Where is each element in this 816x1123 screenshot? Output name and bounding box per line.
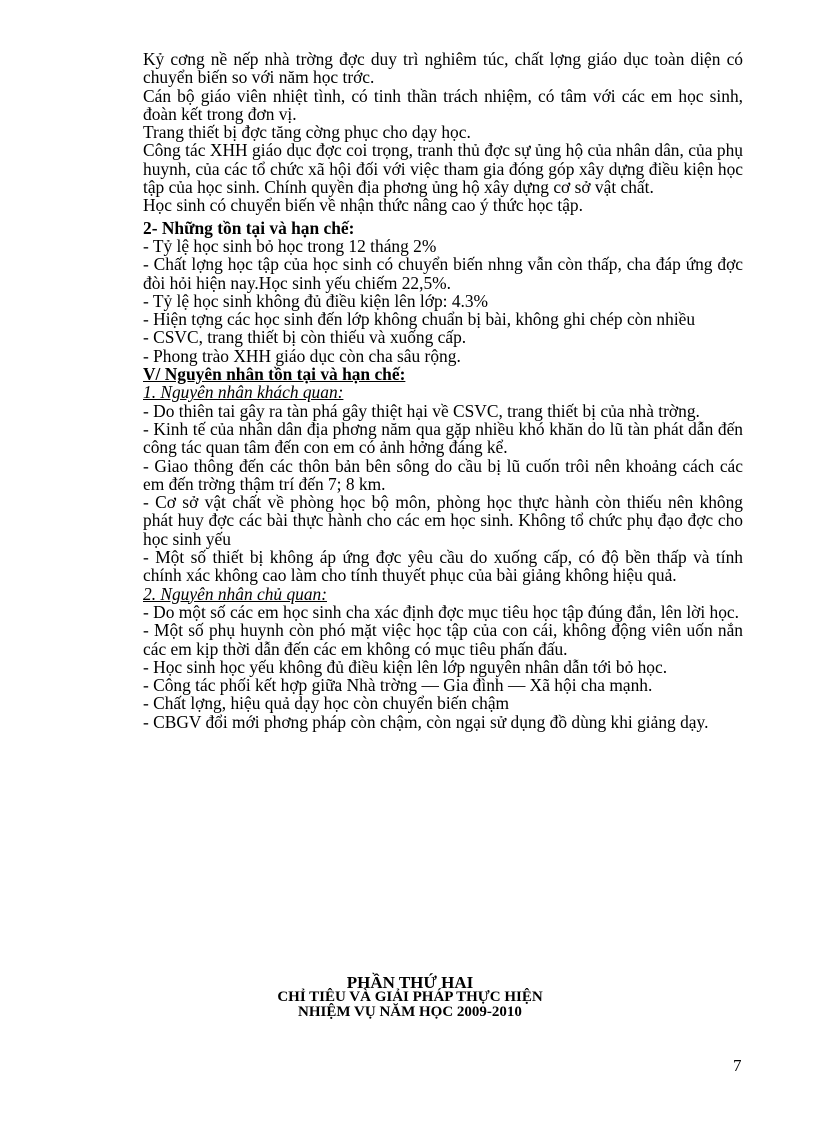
objective-cause-item: - Kinh tế của nhân dân địa phơng năm qua gặp nhiều khó khăn do lũ tàn phát dẫn đến công tác quan tâm đến con em có ảnh hởng đáng kể. [143, 418, 743, 458]
limitation-item: - Phong trào XHH giáo dục còn cha sâu rộng. [143, 345, 461, 366]
subjective-cause-item: - Học sinh học yếu không đủ điều kiện lên lớp nguyên nhân dẫn tới bỏ học. [143, 656, 668, 677]
subjective-cause-item: - CBGV đổi mới phơng pháp còn chậm, còn ngại sử dụng đồ dùng khi giảng dạy. [143, 711, 709, 732]
causes-heading: V/ Nguyên nhân tồn tại và hạn chế: [143, 364, 406, 385]
limitation-item: - Hiện tợng các học sinh đến lớp không chuẩn bị bài, không ghi chép còn nhiều [143, 309, 696, 330]
page-number: 7 [733, 1056, 742, 1075]
subjective-causes-title: 2. Nguyên nhân chủ quan: [143, 583, 328, 604]
part-two-heading: PHẦN THỨ HAI [346, 973, 474, 992]
intro-paragraph-4: Công tác XHH giáo dục đợc coi trọng, tranh thủ đợc sự ủng hộ của nhân dân, của phụ huynh, của các tổ chức xã hội đối với việc tham gia đóng góp xây dựng điều kiện học tập của học sinh. Chính quyền địa phơng ủng hộ xây dựng cơ sở vật chất. [143, 140, 743, 198]
intro-paragraph-3: Trang thiết bị đợc tăng cờng phục cho dạy học. [143, 122, 471, 143]
subjective-cause-item: - Công tác phối kết hợp giữa Nhà trờng — Gia đình — Xã hội cha mạnh. [143, 675, 653, 696]
subjective-cause-item: - Chất lợng, hiệu quả dạy học còn chuyển biến chậm [143, 693, 510, 714]
subjective-cause-item: - Một số phụ huynh còn phó mặt việc học tập của con cái, không động viên uốn nắn các em kịp thời dẫn đến các em không có mục tiêu phấn đấu. [143, 620, 743, 659]
subjective-cause-item: - Do một số các em học sinh cha xác định đợc mục tiêu học tập đúng đắn, lên lời học. [143, 601, 739, 622]
document-body [143, 50, 743, 731]
objective-causes-title: 1. Nguyên nhân khách quan: [143, 382, 344, 403]
objective-cause-item: - Một số thiết bị không áp ứng đợc yêu cầu do xuống cấp, có độ bền thấp và tính chính xác không cao làm cho tính thuyết phục của bài giảng không hiệu quả. [143, 547, 743, 586]
limitation-item: - Tỷ lệ học sinh không đủ điều kiện lên lớp: 4.3% [143, 290, 489, 311]
limitation-item: - Chất lợng học tập của học sinh có chuyển biến nhng vẫn còn thấp, cha đáp ứng đợc đòi hỏi hiện nay.Học sinh yếu chiếm 22,5%. [143, 254, 743, 293]
limitation-item: - CSVC, trang thiết bị còn thiếu và xuống cấp. [143, 327, 467, 348]
limitations-heading: 2- Những tồn tại và hạn chế: [143, 217, 355, 238]
intro-paragraph-5: Học sinh có chuyển biến về nhận thức nâng cao ý thức học tập. [143, 195, 583, 216]
part-two-subheading: CHỈ TIÊU VÀ GIẢI PHÁP THỰC HIỆN [277, 989, 543, 1005]
limitation-item: - Tỷ lệ học sinh bỏ học trong 12 tháng 2% [143, 235, 437, 256]
part-two-year-heading: NHIỆM VỤ NĂM HỌC 2009-2010 [298, 1004, 522, 1020]
intro-paragraph-1: Kỷ cơng nề nếp nhà trờng đợc duy trì nghiêm túc, chất lợng giáo dục toàn diện có chuyển biến so với năm học trớc. [143, 49, 743, 88]
objective-cause-item: - Cơ sở vật chất về phòng học bộ môn, phòng học thực hành còn thiếu nên không phát huy đợc các bài thực hành cho các em học sinh. Không tổ chức phụ đạo đợc cho học sinh yếu [143, 492, 743, 549]
objective-cause-item: - Do thiên tai gây ra tàn phá gây thiệt hại về CSVC, trang thiết bị của nhà trờng. [143, 400, 700, 421]
intro-paragraph-2: Cán bộ giáo viên nhiệt tình, có tinh thần trách nhiệm, có tâm với các em học sinh, đoàn kết trong đơn vị. [143, 85, 743, 124]
objective-cause-item: - Giao thông đến các thôn bản bên sông do cầu bị lũ cuốn trôi nên khoảng cách các em đến trờng thậm trí đến 7; 8 km. [143, 455, 743, 494]
part-two-title-block [180, 975, 640, 1020]
